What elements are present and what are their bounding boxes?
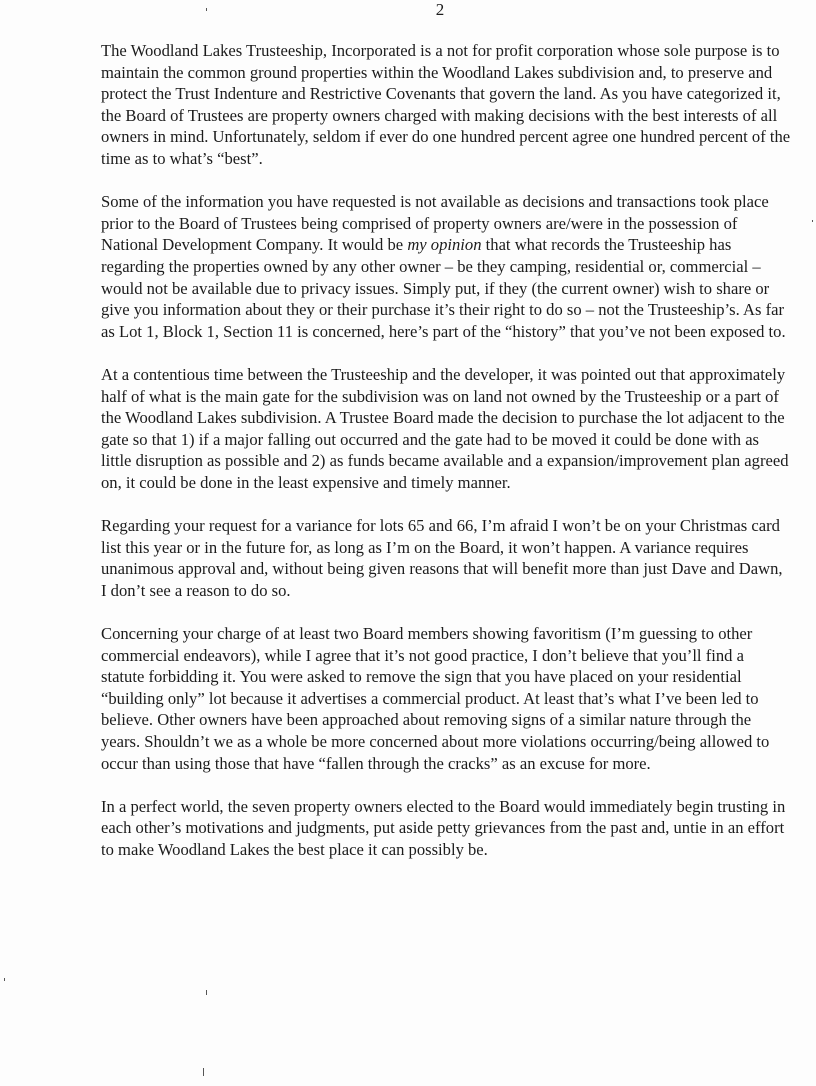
paragraph-4 [101,515,791,601]
paragraph-4-text: Regarding your request for a variance for lots 65 and 66, I’m afraid I won’t be on your Christmas card list this year or in the future for, as long as I’m on the Board, it won’t happen. A variance requires unanimous approval and, without being given reasons that will benefit more than just Dave and Dawn, I don’t see a reason to do so. [101,516,783,600]
letter-body [101,40,791,882]
paragraph-6-text: In a perfect world, the seven property owners elected to the Board would immediately begin trusting in each other’s motivations and judgments, put aside petty grievances from the past and, untie in an effort to make Woodland Lakes the best place it can possibly be. [101,796,786,859]
paragraph-1 [101,40,791,170]
paragraph-3 [101,364,791,494]
paragraph-2-emphasis: my opinion [407,235,482,255]
paragraph-3-text: At a contentious time between the Trusteeship and the developer, it was pointed out that approximately half of what is the main gate for the subdivision was on land not owned by the Trusteeship or a part of the Woodland Lakes subdivision. A Trustee Board made the decision to purchase the lot adjacent to the gate so that 1) if a major falling out occurred and the gate had to be moved it could be done with as little disruption as possible and 2) as funds became available and a expansion/improvement plan agreed on, it could be done in the least expensive and timely manner. [101,364,789,492]
scan-speck [206,990,207,995]
paragraph-1-text: The Woodland Lakes Trusteeship, Incorporated is a not for profit corporation whose sole purpose is to maintain the common ground properties within the Woodland Lakes subdivision and, to preserve and protect the Trust Indenture and Restrictive Covenants that govern the land. As you have categorized it, the Board of Trustees are property owners charged with making decisions with the best interests of all owners in mind. Unfortunately, seldom if ever do one hundred percent agree one hundred percent of the time as to what’s “best”. [101,41,791,168]
page-number: 2 [435,0,445,19]
scan-speck [206,8,207,11]
scan-speck [4,978,5,981]
scan-speck [812,220,813,222]
paragraph-5 [101,623,791,774]
paragraph-2-text-end: that what records the Trusteeship has regarding the properties owned by any other owner – be they camping, residential or, commercial – would not be available due to privacy issues. Simply put, if they (the current owner) wish to share or give you information about they or their purchase it’s their right to do so – not the Trusteeship’s. As far as Lot 1, Block 1, Section 11 is concerned, here’s part of the “history” that you’ve not been exposed to. [101,235,786,341]
scan-speck [203,1068,204,1076]
paragraph-5-text: Concerning your charge of at least two Board members showing favoritism (I’m guessing to other commercial endeavors), while I agree that it’s not good practice, I don’t believe that you’ll find a statute forbidding it. You were asked to remove the sign that you have placed on your residential “building only” lot because it advertises a commercial product. At least that’s what I’ve been led to believe. Other owners have been approached about removing signs of a similar nature through the years. Shouldn’t we as a whole be more concerned about more violations occurring/being allowed to occur than using those that have “fallen through the cracks” as an excuse for more. [101,624,770,773]
paragraph-6 [101,796,791,861]
paragraph-2 [101,191,791,342]
paragraph-2-text-start: Some of the information you have requested is not available as decisions and transactions took place prior to the Board of Trustees being comprised of property owners are/were in the possession of National Development Company. It would be [101,192,769,255]
